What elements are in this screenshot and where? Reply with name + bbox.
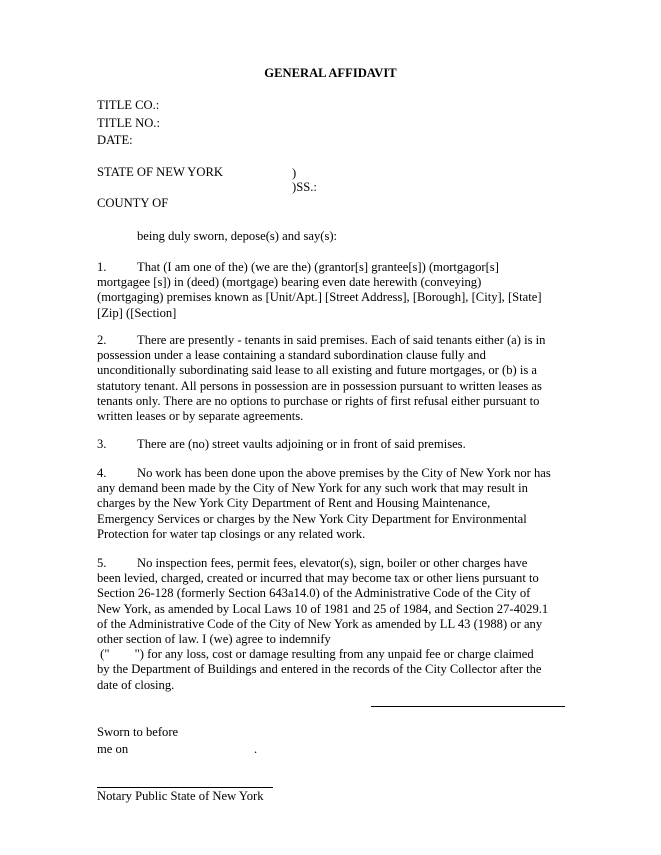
paragraph-line: by the Department of Buildings and entered in the records of the City Collector after the <box>97 662 542 677</box>
paragraph-5 <box>97 556 567 693</box>
paragraph-line: statutory tenant. All persons in possession are in possession pursuant to written leases as <box>97 378 542 393</box>
paragraph-number: 1. <box>97 260 107 274</box>
paragraph-line: mortgagee [s]) in (deed) (mortgage) bearing even date herewith (conveying) <box>97 275 482 290</box>
paragraph-number: 5. <box>97 556 107 570</box>
paragraph-line: There are presently - tenants in said premises. Each of said tenants either (a) is in <box>137 333 546 347</box>
paragraph-number: 3. <box>97 437 107 451</box>
paragraph-line: No work has been done upon the above premises by the City of New York nor has <box>137 466 551 480</box>
venue-paren: ) <box>292 166 297 180</box>
intro-statement: being duly sworn, depose(s) and say(s): <box>137 229 338 243</box>
paragraph-line: tenants only. There are no options to purchase or rights of first refusal either pursuant to <box>97 393 540 408</box>
paragraph-line: been levied, charged, created or incurred that may become tax or other liens pursuant to <box>97 571 539 586</box>
paragraph-3 <box>97 437 567 452</box>
paragraph-line: [Zip] ([Section] <box>97 305 177 320</box>
paragraph-1 <box>97 260 567 321</box>
title-co-label: TITLE CO.: <box>97 98 160 112</box>
title-no-label: TITLE NO.: <box>97 116 160 130</box>
state-label: STATE OF NEW YORK <box>97 165 223 179</box>
paragraph-number: 4. <box>97 466 107 480</box>
paragraph-4 <box>97 466 567 542</box>
paragraph-line: written leases or by separate agreements. <box>97 409 304 424</box>
paragraph-line: There are (no) street vaults adjoining or in front of said premises. <box>137 437 466 451</box>
paragraph-number: 2. <box>97 333 107 347</box>
notary-label: Notary Public State of New York <box>97 789 264 803</box>
notary-signature-line <box>97 787 273 788</box>
paragraph-line: any demand been made by the City of New York for any such work that may result in <box>97 481 528 496</box>
paragraph-line: charges by the New York City Department of Rent and Housing Maintenance, <box>97 496 491 511</box>
paragraph-2 <box>97 333 567 424</box>
document-title: GENERAL AFFIDAVIT <box>264 66 397 80</box>
paragraph-line: (mortgaging) premises known as [Unit/Apt.] [Street Address], [Borough], [City], [State] <box>97 290 542 305</box>
paragraph-line: of the Administrative Code of the City of New York as amended by LL 43 (1988) or any <box>97 616 543 631</box>
sworn-label: Sworn to before <box>97 725 179 739</box>
date-period: . <box>254 742 258 756</box>
paragraph-line: date of closing. <box>97 677 175 692</box>
me-on-label: me on <box>97 742 129 756</box>
paragraph-line: Section 26-128 (formerly Section 643a14.0) of the Administrative Code of the City of <box>97 586 531 601</box>
paragraph-line: (" ") for any loss, cost or damage resulting from any unpaid fee or charge claimed <box>97 647 534 662</box>
date-label: DATE: <box>97 133 133 147</box>
county-label: COUNTY OF <box>97 196 169 210</box>
paragraph-line: Emergency Services or charges by the New York City Department for Environmental <box>97 511 527 526</box>
paragraph-line: No inspection fees, permit fees, elevator(s), sign, boiler or other charges have <box>137 556 528 570</box>
ss-label: )SS.: <box>292 180 317 194</box>
deponent-signature-line <box>371 706 565 707</box>
paragraph-line: possession under a lease containing a standard subordination clause fully and <box>97 348 486 363</box>
paragraph-line: other section of law. I (we) agree to indemnify <box>97 632 331 647</box>
paragraph-line: unconditionally subordinating said lease to all existing and future mortgages, or (b) is a <box>97 363 537 378</box>
paragraph-line: That (I am one of the) (we are the) (grantor[s] grantee[s]) (mortgagor[s] <box>137 260 499 274</box>
paragraph-line: New York, as amended by Local Laws 10 of 1981 and 25 of 1984, and Section 27-4029.1 <box>97 601 549 616</box>
paragraph-line: Protection for water tap closings or any related work. <box>97 526 366 541</box>
